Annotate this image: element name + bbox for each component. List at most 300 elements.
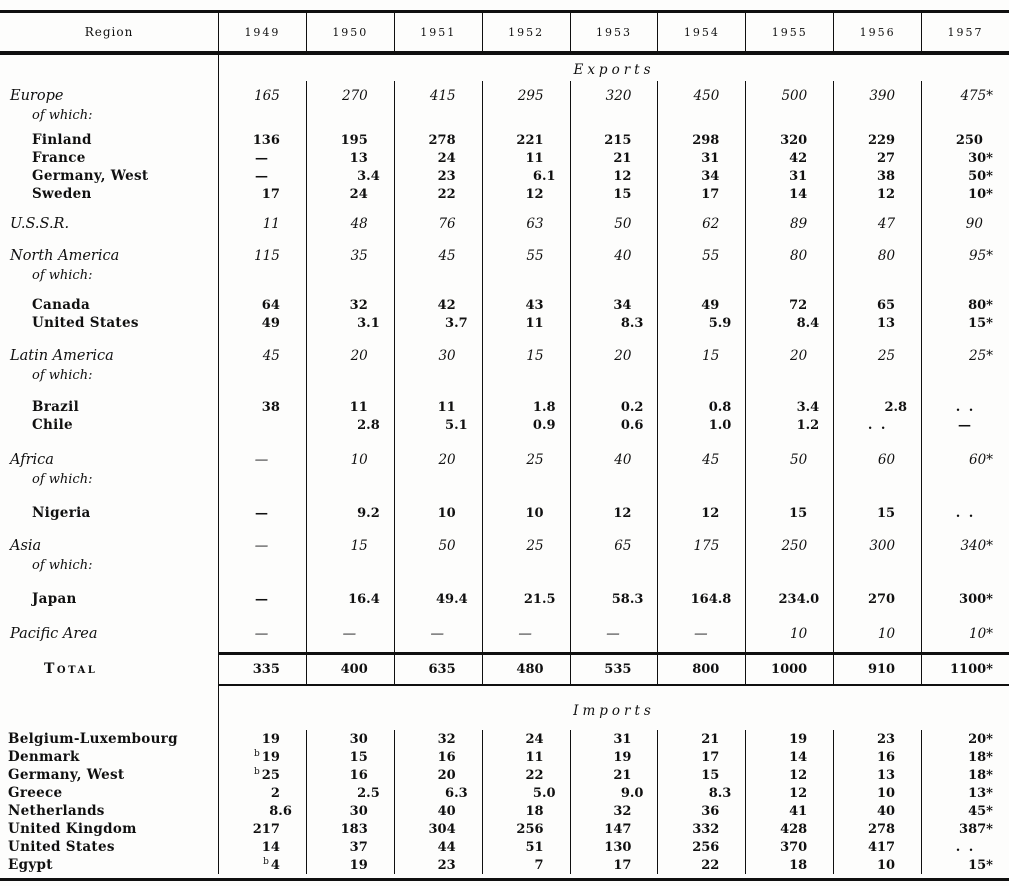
spacer-cell [745, 384, 833, 398]
table-row [0, 784, 1009, 802]
value-cell: 5.1 [394, 416, 482, 434]
spacer-cell [0, 434, 218, 450]
value-cell [921, 556, 1009, 574]
value-cell: 60* [921, 450, 1009, 470]
table-row [0, 246, 1009, 266]
value-cell: 27 [833, 149, 921, 167]
spacer-cell [394, 574, 482, 590]
value-cell: 8.6 [218, 802, 306, 820]
value-cell: 13 [833, 766, 921, 784]
value-cell [482, 266, 570, 284]
value-cell: 21 [657, 730, 745, 748]
year-header-cell: 1954 [657, 13, 745, 51]
value-cell: — [218, 590, 306, 608]
table-row [0, 398, 1009, 416]
value-cell: b 25 [218, 766, 306, 784]
value-cell: 136 [218, 131, 306, 149]
table-row [0, 124, 1009, 131]
value-cell: — [218, 624, 306, 644]
spacer-cell [745, 644, 833, 652]
value-cell: 24 [482, 730, 570, 748]
spacer-cell [745, 203, 833, 214]
value-cell: 10* [921, 185, 1009, 203]
value-cell: 20 [745, 346, 833, 366]
value-cell: 9.2 [306, 504, 394, 522]
row-label: Chile [32, 417, 73, 433]
value-cell: 15 [482, 346, 570, 366]
row-label: Denmark [8, 749, 80, 765]
value-cell: 30 [306, 802, 394, 820]
value-cell: 11 [306, 398, 394, 416]
value-cell [745, 266, 833, 284]
spacer-cell [570, 124, 658, 131]
value-cell: 15 [306, 748, 394, 766]
value-cell: 270 [306, 86, 394, 106]
value-cell [306, 366, 394, 384]
value-cell: 80* [921, 296, 1009, 314]
spacer-cell [570, 384, 658, 398]
value-cell [833, 366, 921, 384]
table-row [0, 149, 1009, 167]
value-cell: 335 [218, 652, 306, 686]
value-cell: — [394, 624, 482, 644]
value-cell: 25 [833, 346, 921, 366]
value-cell: 13* [921, 784, 1009, 802]
spacer-cell [306, 234, 394, 246]
value-cell: — [482, 624, 570, 644]
spacer-cell [921, 488, 1009, 504]
value-cell: 45 [657, 450, 745, 470]
value-cell: 320 [745, 131, 833, 149]
value-cell: 12 [657, 504, 745, 522]
value-cell [482, 470, 570, 488]
row-label: of which: [32, 107, 93, 123]
value-cell: 49.4 [394, 590, 482, 608]
table-row [0, 314, 1009, 332]
value-cell [218, 470, 306, 488]
spacer-cell [394, 522, 482, 536]
value-cell: 41 [745, 802, 833, 820]
table-row [0, 167, 1009, 185]
spacer-cell [921, 574, 1009, 590]
spacer-cell [482, 203, 570, 214]
value-cell: 47 [833, 214, 921, 234]
value-cell: 35 [306, 246, 394, 266]
value-cell: 0.2 [570, 398, 658, 416]
row-label: Asia [10, 538, 42, 554]
spacer-cell [833, 488, 921, 504]
spacer-cell [306, 384, 394, 398]
value-cell: 19 [570, 748, 658, 766]
value-cell: 417 [833, 838, 921, 856]
row-label: U.S.S.R. [10, 216, 70, 232]
spacer-cell [657, 284, 745, 296]
value-cell: 7 [482, 856, 570, 874]
value-cell: 50 [394, 536, 482, 556]
value-cell [833, 470, 921, 488]
value-cell: 278 [833, 820, 921, 838]
row-label: France [32, 150, 86, 166]
value-cell: 50* [921, 167, 1009, 185]
value-cell: 45 [218, 346, 306, 366]
section-title: Exports [218, 59, 1009, 81]
section-spacer [0, 700, 218, 722]
value-cell: 10 [306, 450, 394, 470]
value-cell [833, 266, 921, 284]
value-cell: 60 [833, 450, 921, 470]
spacer-cell [745, 522, 833, 536]
value-cell: — [218, 167, 306, 185]
spacer-cell [833, 434, 921, 450]
value-cell: 11 [482, 748, 570, 766]
spacer-cell [394, 332, 482, 346]
value-cell: 300* [921, 590, 1009, 608]
spacer-cell [394, 644, 482, 652]
value-cell: 45 [394, 246, 482, 266]
value-cell: 32 [570, 802, 658, 820]
value-cell: 234.0 [745, 590, 833, 608]
value-cell: 0.9 [482, 416, 570, 434]
value-cell: 8.4 [745, 314, 833, 332]
value-cell: 229 [833, 131, 921, 149]
spacer-cell [745, 488, 833, 504]
spacer-cell [306, 644, 394, 652]
value-cell [482, 366, 570, 384]
value-cell: 428 [745, 820, 833, 838]
row-label: Africa [10, 452, 54, 468]
value-cell [306, 106, 394, 124]
table-body [0, 55, 1009, 874]
row-label: Latin America [10, 348, 114, 364]
value-cell: 390 [833, 86, 921, 106]
value-cell: 12 [745, 784, 833, 802]
value-cell: 295 [482, 86, 570, 106]
value-cell: 62 [657, 214, 745, 234]
value-cell: 58.3 [570, 590, 658, 608]
table-row [0, 106, 1009, 124]
spacer-cell [306, 608, 394, 624]
value-cell: 22 [482, 766, 570, 784]
spacer-cell [657, 574, 745, 590]
table-row [0, 470, 1009, 488]
value-cell [921, 470, 1009, 488]
value-cell: 1000 [745, 652, 833, 686]
table-row [0, 266, 1009, 284]
value-cell [833, 106, 921, 124]
row-label: Europe [10, 88, 64, 104]
value-cell [570, 556, 658, 574]
value-cell: 37 [306, 838, 394, 856]
spacer-cell [0, 332, 218, 346]
spacer-cell [306, 574, 394, 590]
spacer-cell [218, 574, 306, 590]
value-cell: 64 [218, 296, 306, 314]
value-cell: 217 [218, 820, 306, 838]
value-cell: 10 [833, 624, 921, 644]
value-cell: 5.0 [482, 784, 570, 802]
value-cell: 40 [833, 802, 921, 820]
table-row [0, 284, 1009, 296]
year-header-cell: 1957 [921, 13, 1009, 51]
value-cell: . . [921, 398, 1009, 416]
row-label: Netherlands [8, 803, 105, 819]
value-cell: 298 [657, 131, 745, 149]
value-cell [394, 470, 482, 488]
spacer-cell [218, 608, 306, 624]
bottom-rule [0, 878, 1009, 881]
value-cell: 42 [745, 149, 833, 167]
value-cell [745, 556, 833, 574]
spacer-cell [657, 124, 745, 131]
row-label: of which: [32, 367, 93, 383]
value-cell: — [570, 624, 658, 644]
value-cell: 40 [570, 246, 658, 266]
value-cell [482, 556, 570, 574]
value-cell: 12 [570, 504, 658, 522]
table-row [0, 59, 1009, 81]
spacer-cell [482, 234, 570, 246]
value-cell: 11 [482, 314, 570, 332]
spacer-cell [306, 434, 394, 450]
table-row [0, 856, 1009, 874]
spacer-cell [570, 608, 658, 624]
spacer-cell [394, 124, 482, 131]
value-cell: 43 [482, 296, 570, 314]
value-cell: . . [833, 416, 921, 434]
value-cell: 23 [394, 167, 482, 185]
spacer-cell [218, 644, 306, 652]
row-label: Finland [32, 132, 92, 148]
table-row [0, 722, 1009, 730]
spacer-cell [218, 284, 306, 296]
value-cell: 12 [482, 185, 570, 203]
value-cell: 15* [921, 314, 1009, 332]
value-cell: 13 [833, 314, 921, 332]
value-cell: 20 [394, 766, 482, 784]
year-header-cell: 1951 [394, 13, 482, 51]
value-cell [657, 556, 745, 574]
value-cell: 18 [745, 856, 833, 874]
table-row [0, 522, 1009, 536]
value-cell: 25* [921, 346, 1009, 366]
table-row [0, 296, 1009, 314]
value-cell: 300 [833, 536, 921, 556]
value-cell: 270 [833, 590, 921, 608]
spacer-cell [745, 332, 833, 346]
value-cell: 340* [921, 536, 1009, 556]
value-cell: 15 [306, 536, 394, 556]
table-row [0, 203, 1009, 214]
row-label: Greece [8, 785, 63, 801]
value-cell: 183 [306, 820, 394, 838]
value-cell: 20 [306, 346, 394, 366]
value-cell [394, 266, 482, 284]
value-cell: 38 [833, 167, 921, 185]
value-cell: 16 [394, 748, 482, 766]
value-cell [657, 266, 745, 284]
spacer-cell [833, 124, 921, 131]
table-row [0, 652, 1009, 686]
value-cell: 535 [570, 652, 658, 686]
value-cell [657, 366, 745, 384]
value-cell: 14 [745, 185, 833, 203]
spacer-cell [570, 284, 658, 296]
spacer-cell [833, 284, 921, 296]
value-cell: 10 [745, 624, 833, 644]
table-row [0, 366, 1009, 384]
spacer-cell [394, 434, 482, 450]
spacer-cell [921, 203, 1009, 214]
spacer-cell [570, 522, 658, 536]
value-cell: 256 [482, 820, 570, 838]
spacer-cell [921, 124, 1009, 131]
spacer-cell [218, 203, 306, 214]
value-cell: 30 [394, 346, 482, 366]
value-cell [570, 366, 658, 384]
spacer-cell [921, 234, 1009, 246]
value-cell: 49 [657, 296, 745, 314]
region-header-cell: Region [84, 25, 134, 39]
value-cell: 25 [482, 450, 570, 470]
spacer-cell [394, 384, 482, 398]
value-cell: b 19 [218, 748, 306, 766]
value-cell: 250 [745, 536, 833, 556]
spacer-cell [745, 124, 833, 131]
table-row [0, 416, 1009, 434]
value-cell: — [218, 504, 306, 522]
value-cell: 15 [657, 766, 745, 784]
value-cell: 22 [394, 185, 482, 203]
value-cell: 20 [394, 450, 482, 470]
spacer-cell [0, 722, 218, 730]
table-row [0, 624, 1009, 644]
value-cell: 20* [921, 730, 1009, 748]
spacer-cell [657, 384, 745, 398]
spacer-cell [482, 124, 570, 131]
value-cell: 31 [745, 167, 833, 185]
value-cell: 250 [921, 131, 1009, 149]
year-header-cell: 1949 [218, 13, 306, 51]
spacer-cell [833, 384, 921, 398]
value-cell: 95* [921, 246, 1009, 266]
value-cell [218, 266, 306, 284]
spacer-cell [570, 644, 658, 652]
value-cell: — [218, 450, 306, 470]
spacer-cell [0, 124, 218, 131]
value-cell [306, 266, 394, 284]
table-row [0, 346, 1009, 366]
value-cell: 32 [306, 296, 394, 314]
spacer-cell [833, 644, 921, 652]
row-label: Sweden [32, 186, 92, 202]
value-cell: 8.3 [570, 314, 658, 332]
value-cell: 3.7 [394, 314, 482, 332]
row-label: Germany, West [32, 168, 149, 184]
value-cell: 72 [745, 296, 833, 314]
value-cell: 400 [306, 652, 394, 686]
value-cell: 17 [657, 748, 745, 766]
spacer-cell [833, 332, 921, 346]
spacer-cell [0, 203, 218, 214]
value-cell [745, 470, 833, 488]
table-row [0, 608, 1009, 624]
spacer-cell [482, 488, 570, 504]
spacer-cell [482, 384, 570, 398]
value-cell: 31 [570, 730, 658, 748]
value-cell: 17 [570, 856, 658, 874]
value-cell [218, 416, 306, 434]
value-cell: 3.1 [306, 314, 394, 332]
value-cell: 2.8 [306, 416, 394, 434]
table-header-row [0, 13, 1009, 51]
value-cell: 42 [394, 296, 482, 314]
spacer-cell [0, 686, 218, 700]
value-cell: 387* [921, 820, 1009, 838]
spacer-cell [394, 608, 482, 624]
spacer-cell [921, 384, 1009, 398]
value-cell: 910 [833, 652, 921, 686]
spacer-cell [833, 234, 921, 246]
spacer-cell [218, 124, 306, 131]
spacer-cell [0, 644, 218, 652]
value-cell: 15 [657, 346, 745, 366]
value-cell: 165 [218, 86, 306, 106]
value-cell: 22 [657, 856, 745, 874]
spacer-cell [482, 434, 570, 450]
value-cell: 332 [657, 820, 745, 838]
value-cell: 10 [482, 504, 570, 522]
value-cell: 80 [745, 246, 833, 266]
spacer-cell [0, 574, 218, 590]
spacer-cell [482, 574, 570, 590]
spacer-cell [570, 234, 658, 246]
spacer-cell [657, 203, 745, 214]
row-label: of which: [32, 267, 93, 283]
value-cell: 15* [921, 856, 1009, 874]
value-cell: 2.5 [306, 784, 394, 802]
value-cell: . . [921, 838, 1009, 856]
row-label: of which: [32, 471, 93, 487]
value-cell: 800 [657, 652, 745, 686]
table-row [0, 434, 1009, 450]
spacer-cell [921, 522, 1009, 536]
value-cell: — [921, 416, 1009, 434]
row-label: Total [44, 661, 98, 677]
value-cell: 34 [657, 167, 745, 185]
table-row [0, 838, 1009, 856]
value-cell: 164.8 [657, 590, 745, 608]
spacer-cell [218, 434, 306, 450]
spacer-cell [657, 608, 745, 624]
spacer-cell [218, 522, 306, 536]
spacer-cell [394, 234, 482, 246]
spacer-cell [657, 234, 745, 246]
value-cell: 6.3 [394, 784, 482, 802]
value-cell: 89 [745, 214, 833, 234]
value-cell: 1.2 [745, 416, 833, 434]
value-cell: 31 [657, 149, 745, 167]
spacer-cell [0, 284, 218, 296]
year-header-cell: 1950 [306, 13, 394, 51]
table-row [0, 488, 1009, 504]
value-cell: 44 [394, 838, 482, 856]
value-cell: 24 [306, 185, 394, 203]
spacer-cell [657, 332, 745, 346]
value-cell: 15 [745, 504, 833, 522]
value-cell: 18 [482, 802, 570, 820]
spacer-cell [0, 384, 218, 398]
value-cell: 0.8 [657, 398, 745, 416]
